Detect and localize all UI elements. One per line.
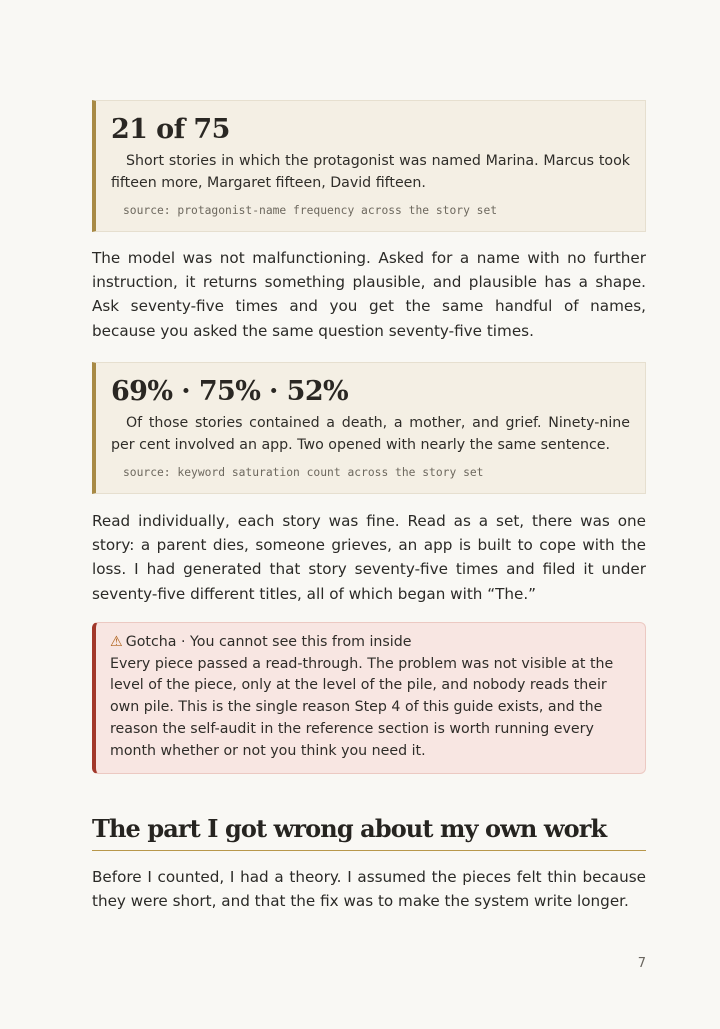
- body-paragraph: Before I counted, I had a theory. I assumed the pieces felt thin because they were short, and that the fix was to make the system write longer.: [92, 868, 646, 911]
- body-paragraph: The model was not malfunctioning. Asked for a name with no further instruction, it returns something plausible, and plausible has a shape. Ask seventy-five times and you get the same handful of names, because you asked the same question seventy-five times.: [92, 249, 646, 340]
- stat-callout-names: [92, 100, 646, 232]
- body-paragraph: Read individually, each story was fine. Read as a set, there was one story: a parent dies, someone grieves, an app is built to cope with the loss. I had generated that story seventy-five times and filed it under seventy-five different titles, all of which began with “The.”: [92, 512, 646, 603]
- stat-text: Of those stories contained a death, a mother, and grief. Ninety-nine per cent involved an app. Two opened with nearly the same sentence.: [111, 415, 630, 453]
- gotcha-body: Every piece passed a read-through. The problem was not visible at the level of the piece, only at the level of the pile, and nobody reads their own pile. This is the single reason Step 4 of this guide exists, and the reason the self-audit in the reference section is worth running every month whether or not you think you need it.: [110, 655, 614, 759]
- gotcha-title: [110, 632, 633, 654]
- warning-icon: ⚠: [110, 634, 123, 650]
- gotcha-title-text: Gotcha · You cannot see this from inside: [125, 634, 412, 650]
- stat-number: 69% · 75% · 52%: [111, 376, 349, 407]
- stat-source: source: keyword saturation count across the story set: [123, 466, 484, 479]
- stat-source: source: protagonist-name frequency across the story set: [123, 204, 498, 217]
- section-heading: The part I got wrong about my own work: [92, 812, 646, 851]
- gotcha-callout: [92, 622, 646, 774]
- stat-callout-keywords: [92, 362, 646, 494]
- stat-text: Short stories in which the protagonist was named Marina. Marcus took fifteen more, Margaret fifteen, David fifteen.: [111, 153, 630, 191]
- page-number: 7: [637, 956, 646, 971]
- stat-number: 21 of 75: [111, 114, 230, 145]
